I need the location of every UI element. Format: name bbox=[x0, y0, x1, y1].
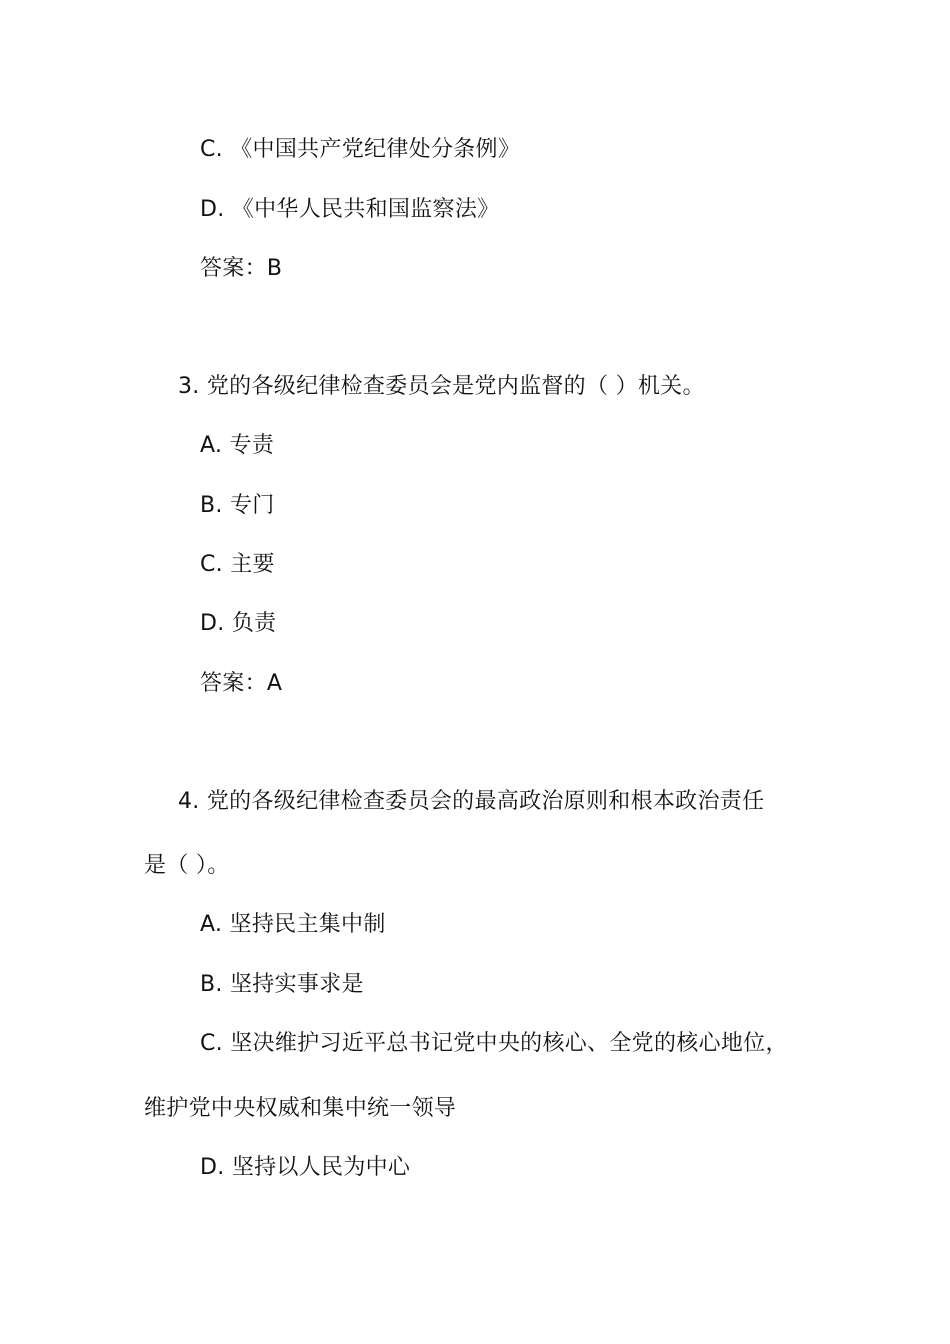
question-3-answer: 答案：A bbox=[200, 671, 283, 696]
question-3-option-a: A. 专责 bbox=[200, 433, 275, 458]
question-3-stem: 3. 党的各级纪律检查委员会是党内监督的（ ）机关。 bbox=[178, 374, 705, 399]
question-3-option-c: C. 主要 bbox=[200, 552, 275, 577]
question-3-option-d: D. 负责 bbox=[200, 611, 277, 636]
question-4-option-d: D. 坚持以人民为中心 bbox=[200, 1155, 411, 1180]
answer-prev: 答案：B bbox=[200, 256, 283, 281]
question-4-option-c-line2: 维护党中央权威和集中统一领导 bbox=[144, 1096, 457, 1121]
question-4-stem-line1: 4. 党的各级纪律检查委员会的最高政治原则和根本政治责任 bbox=[178, 789, 765, 814]
question-4-option-c-line1: C. 坚决维护习近平总书记党中央的核心、全党的核心地位， bbox=[200, 1031, 788, 1056]
question-4-option-a: A. 坚持民主集中制 bbox=[200, 912, 386, 937]
option-d-prev: D. 《中华人民共和国监察法》 bbox=[200, 197, 500, 222]
option-c-prev: C. 《中国共产党纪律处分条例》 bbox=[200, 137, 521, 162]
question-4-option-b: B. 坚持实事求是 bbox=[200, 972, 364, 997]
question-4-stem-line2: 是（ ）。 bbox=[144, 853, 230, 878]
question-3-option-b: B. 专门 bbox=[200, 493, 275, 518]
